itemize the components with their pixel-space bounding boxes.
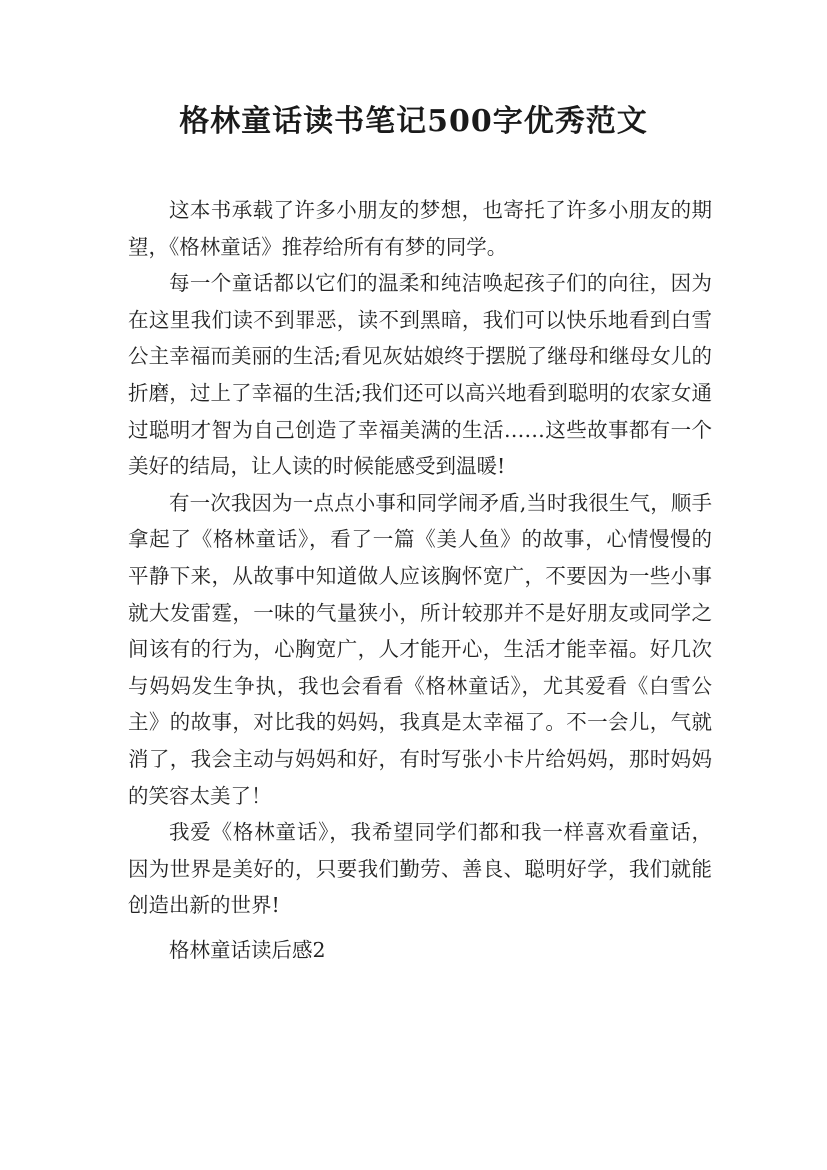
paragraph-2: 每一个童话都以它们的温柔和纯洁唤起孩子们的向往，因为在这里我们读不到罪恶，读不到黑暗，我们可以快乐地看到白雪公主幸福而美丽的生活;看见灰姑娘终于摆脱了继母和继母女儿的折磨，过上了幸福的生活;我们还可以高兴地看到聪明的农家女通过聪明才智为自己创造了幸福美满的生活……这些故事都有一个美好的结局，让人读的时候能感受到温暖! (128, 271, 712, 479)
document-body (128, 192, 712, 968)
section-heading: 格林童话读后感2 (169, 937, 326, 962)
paragraph-4: 我爱《格林童话》，我希望同学们都和我一样喜欢看童话，因为世界是美好的，只要我们勤劳、善良、聪明好学，我们就能创造出新的世界! (128, 820, 712, 918)
document-title: 格林童话读书笔记500字优秀范文 (179, 104, 648, 139)
paragraph-3: 有一次我因为一点点小事和同学闹矛盾,当时我很生气，顺手拿起了《格林童话》，看了一篇《美人鱼》的故事，心情慢慢的平静下来，从故事中知道做人应该胸怀宽广，不要因为一些小事就大发雷霆，一味的气量狭小，所计较那并不是好朋友或同学之间该有的行为，心胸宽广，人才能开心，生活才能幸福。好几次与妈妈发生争执，我也会看看《格林童话》，尤其爱看《白雪公主》的故事，对比我的妈妈，我真是太幸福了。不一会儿，气就消了，我会主动与妈妈和好，有时写张小卡片给妈妈，那时妈妈的笑容太美了！ (128, 490, 712, 808)
paragraph-1: 这本书承载了许多小朋友的梦想，也寄托了许多小朋友的期望，《格林童话》推荐给所有有梦的同学。 (128, 198, 712, 259)
